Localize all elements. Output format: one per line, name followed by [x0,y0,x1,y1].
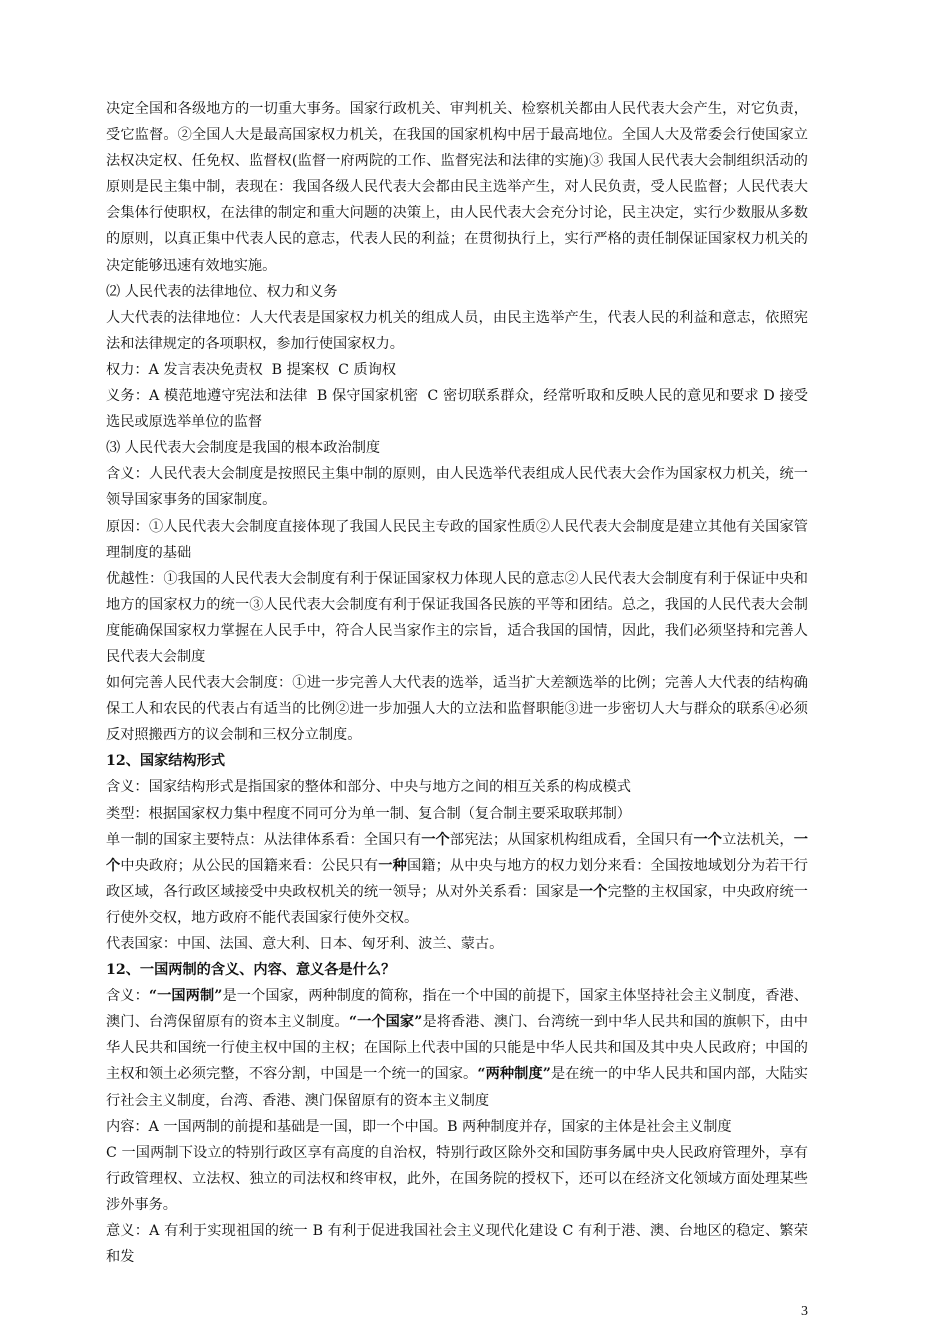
text-run: 立法机关， [722,831,794,848]
heading-state-structure: 12、国家结构形式 [106,753,226,770]
paragraph-octs-autonomy: C 一国两制下设立的特别行政区享有高度的自治权，特别行政区除外交和国防事务属中央人民政府管理外，享有行政管理权、立法权、独立的司法权和终审权，此外，在国务院的授权下，还可以在经济文化领域方面处理某些涉外事务。 [106,1144,808,1213]
paragraph-npc-meaning: 含义：人民代表大会制度是按照民主集中制的原则，由人民选举代表组成人民代表大会作为国家权力机关，统一领导国家事务的国家制度。 [106,466,808,509]
text-run: 是将香港、澳门、台湾统一到中华人民共和国的旗帜下，由中华人民共和国统一行使主权中国的主权；在国际上代表中国的只能是中华人民共和国及其中央人民政府；中国的主权和领土必须完整，不容分割，中国是一个统一的国家。 [106,1014,808,1083]
emphasis-run: “一国两制” [148,988,223,1005]
heading-one-country-two-systems: 12、一国两制的含义、内容、意义各是什么？ [106,962,396,979]
text-run: 部宪法；从国家机构组成看，全国只有 [449,831,694,848]
emphasis-run: 一种 [378,857,407,874]
document-page [106,96,808,1270]
paragraph-unitary-features [106,827,808,931]
emphasis-run: 一个 [578,883,608,900]
paragraph-structure-meaning: 含义：国家结构形式是指国家的整体和部分、中央与地方之间的相互关系的构成模式 [106,779,631,796]
paragraph-octs-content: 内容：A 一国两制的前提和基础是一国，即一个中国。B 两种制度并存，国家的主体是社会主义制度 [106,1118,732,1135]
paragraph-npc-improvement: 如何完善人民代表大会制度：①进一步完善人大代表的选举，适当扩大差额选举的比例；完善人大代表的结构确保工人和农民的代表占有适当的比例②进一步加强人大的立法和监督职能③进一步密切人大与群众的联系④必须反对照搬西方的议会制和三权分立制度。 [106,675,808,744]
paragraph-npc-reasons: 原因：①人民代表大会制度直接体现了我国人民民主专政的国家性质②人民代表大会制度是建立其他有关国家管理制度的基础 [106,518,808,561]
text-run: 是一个国家，两种制度的简称，指在一个中国的前提下，国家主体坚持社会主义制度，香港、澳门、台湾保留原有的资本主义制度。 [106,988,808,1031]
text-run: 完整的主权国家，中央政府统一行使外交权，地方政府不能代表国家行使外交权。 [106,883,808,926]
text-run: 国籍；从中央与地方的权力划分来看：全国按地域划分为若干行政区域，各行政区域接受中央政权机关的统一领导；从对外关系看：国家是 [106,857,808,900]
paragraph-structure-types: 类型：根据国家权力集中程度不同可分为单一制、复合制（复合制主要采取联邦制） [106,805,631,822]
paragraph-deputy-duties: 义务：A 模范地遵守宪法和法律 B 保守国家机密 C 密切联系群众，经常听取和反映人民的意见和要求 D 接受选民或原选举单位的监督 [106,388,808,431]
paragraph-deputy-powers: 权力：A 发言表决免责权 B 提案权 C 质询权 [106,361,397,378]
emphasis-run: “一个国家” [348,1014,423,1031]
page-number: 3 [801,1304,808,1319]
paragraph-deputy-status: 人大代表的法律地位：人大代表是国家权力机关的组成人员，由民主选举产生，代表人民的利益和意志，依照宪法和法律规定的各项职权，参加行使国家权力。 [106,309,808,352]
paragraph-npc-advantages: 优越性：①我国的人民代表大会制度有利于保证国家权力体现人民的意志②人民代表大会制度有利于保证中央和地方的国家权力的统一③人民代表大会制度有利于保证我国各民族的平等和团结。总之，我国的人民代表大会制度能确保国家权力掌握在人民手中，符合人民当家作主的宗旨，适合我国的国情，因此，我们必须坚持和完善人民代表大会制度 [106,570,808,665]
text-run: 中央政府；从公民的国籍来看：公民只有 [120,857,379,874]
emphasis-run: 一个 [421,831,450,848]
paragraph-octs-meaning [106,983,808,1113]
emphasis-run: 一个 [106,831,808,874]
text-run: 含义： [106,988,149,1005]
emphasis-run: “两种制度” [477,1066,551,1083]
text-run: 是在统一的中华人民共和国内部，大陆实行社会主义制度，台湾、香港、澳门保留原有的资本主义制度 [106,1066,808,1109]
section-heading-deputies: ⑵ 人民代表的法律地位、权力和义务 [106,283,338,300]
section-heading-npc-system: ⑶ 人民代表大会制度是我国的根本政治制度 [106,440,381,457]
paragraph-representative-countries: 代表国家：中国、法国、意大利、日本、匈牙利、波兰、蒙古。 [106,936,504,952]
text-run: 单一制的国家主要特点：从法律体系看：全国只有 [106,831,422,848]
paragraph-octs-significance: 意义：A 有利于实现祖国的统一 B 有利于促进我国社会主义现代化建设 C 有利于港、澳、台地区的稳定、繁荣和发 [106,1223,808,1266]
emphasis-run: 一个 [693,831,723,848]
paragraph-npc-principles: 决定全国和各级地方的一切重大事务。国家行政机关、审判机关、检察机关都由人民代表大会产生，对它负责，受它监督。②全国人大是最高国家权力机关，在我国的国家机构中居于最高地位。全国人大及常委会行使国家立法权决定权、任免权、监督权(监督一府两院的工作、监督宪法和法律的实施)③ 我国人民代表大会制组织活动的原则是民主集中制，表现在：我国各级人民代表大会都由民主选举产生，对人民负责，受人民监督；人民代表大会集体行使职权，在法律的制定和重大问题的决策上，由人民代表大会充分讨论，民主决定，实行少数服从多数的原则，以真正集中代表人民的意志，代表人民的利益；在贯彻执行上，实行严格的责任制保证国家权力机关的决定能够迅速有效地实施。 [106,101,808,274]
